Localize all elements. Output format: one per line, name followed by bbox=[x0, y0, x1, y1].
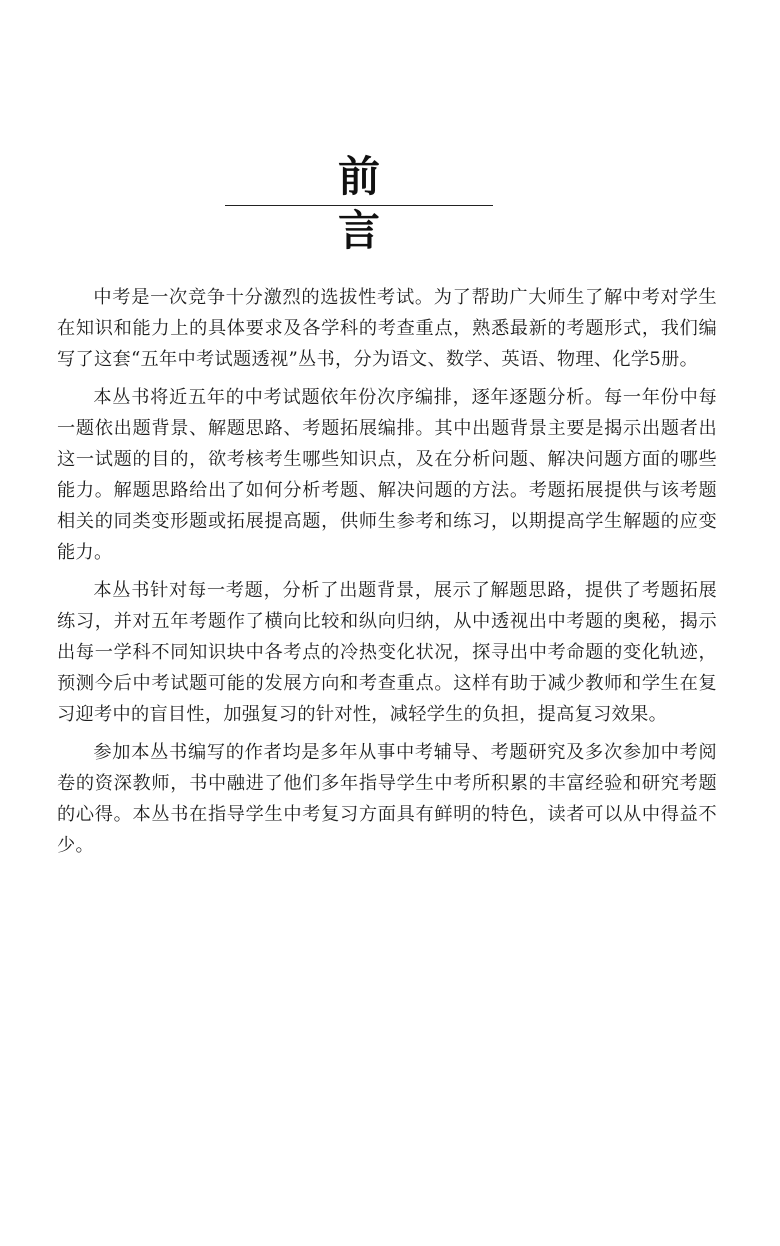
page-title: 前言 bbox=[337, 152, 450, 255]
paragraph-3: 本丛书针对每一考题，分析了出题背景，展示了解题思路，提供了考题拓展练习，并对五年考题作了横向比较和纵向归纳，从中透视出中考题的奥秘，揭示出每一学科不同知识块中各考点的冷热变化状况，探寻出中考命题的变化轨迹，预测今后中考试题可能的发展方向和考查重点。这样有助于减少教师和学生在复习迎考中的盲目性，加强复习的针对性，减轻学生的负担，提高复习效果。 bbox=[57, 580, 717, 725]
paragraph-2: 本丛书将近五年的中考试题依年份次序编排，逐年逐题分析。每一年份中每一题依出题背景、解题思路、考题拓展编排。其中出题背景主要是揭示出题者出这一试题的目的，欲考核考生哪些知识点，及在分析问题、解决问题方面的哪些能力。解题思路给出了如何分析考题、解决问题的方法。考题拓展提供与该考题相关的同类变形题或拓展提高题，供师生参考和练习，以期提高学生解题的应变能力。 bbox=[57, 387, 717, 563]
preface-body bbox=[57, 282, 717, 868]
paragraph-1: 中考是一次竞争十分激烈的选拔性考试。为了帮助广大师生了解中考对学生在知识和能力上的具体要求及各学科的考查重点，熟悉最新的考题形式，我们编写了这套“五年中考试题透视”丛书，分为语文、数学、英语、物理、化学5册。 bbox=[57, 287, 717, 370]
title-underline bbox=[225, 205, 493, 206]
title-block bbox=[225, 150, 493, 255]
paragraph-4: 参加本丛书编写的作者均是多年从事中考辅导、考题研究及多次参加中考阅卷的资深教师，书中融进了他们多年指导学生中考所积累的丰富经验和研究考题的心得。本丛书在指导学生中考复习方面具有鲜明的特色，读者可以从中得益不少。 bbox=[57, 742, 717, 856]
